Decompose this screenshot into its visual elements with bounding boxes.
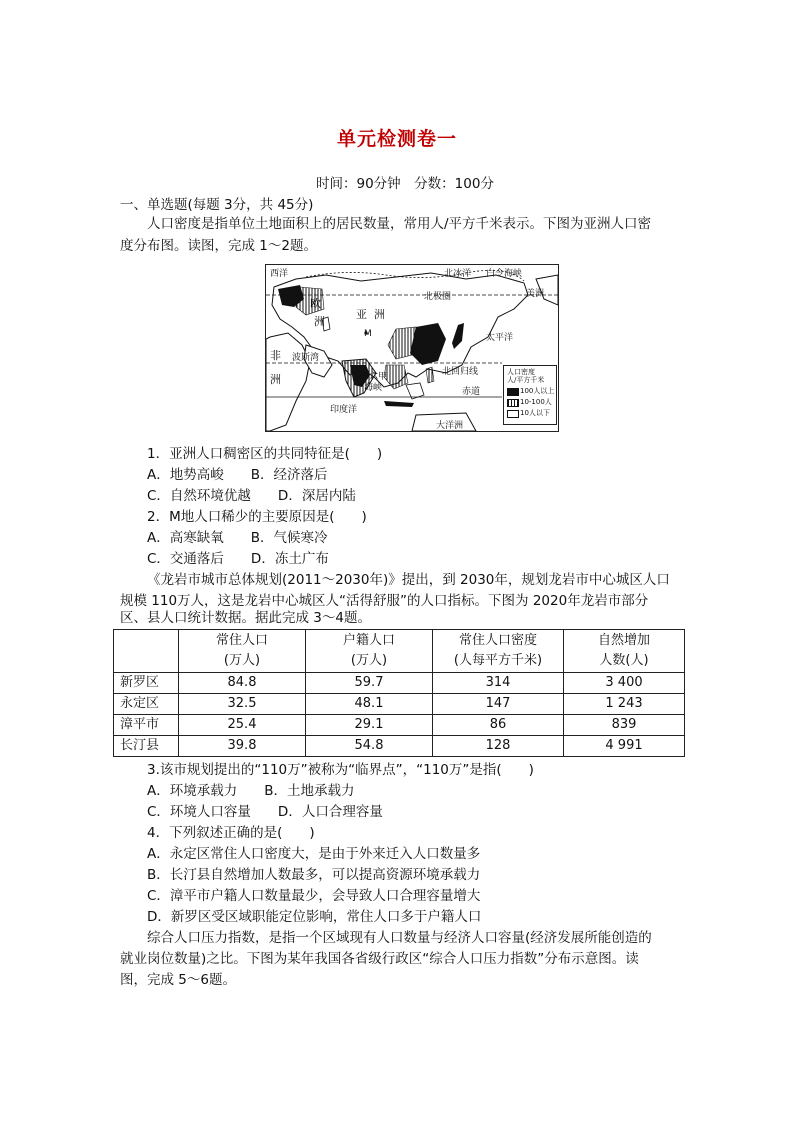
label-zhou3: 洲 xyxy=(270,373,281,386)
label-bailing: 白令海峡 xyxy=(486,269,523,279)
q1-stem: 1．亚洲人口稠密区的共同特征是( ) xyxy=(147,446,383,462)
label-beihuiguixian: 北回归线 xyxy=(442,367,479,377)
q3-options-ab: A．环境承载力 B．土地承载力 xyxy=(147,783,355,799)
table-cell: 128 xyxy=(433,736,564,757)
table-cell: 25.4 xyxy=(179,715,306,736)
q4-stem: 4．下列叙述正确的是( ) xyxy=(147,825,315,841)
q4-option-c: C．漳平市户籍人口数量最少，会导致人口合理容量增大 xyxy=(147,888,481,904)
table-header-cell xyxy=(306,630,433,673)
population-table xyxy=(113,629,685,757)
intro3-line3: 图，完成 5～6题。 xyxy=(120,972,236,988)
table-header-cell xyxy=(179,630,306,673)
table-cell: 1 243 xyxy=(564,694,685,715)
label-xiyang: 西洋 xyxy=(270,269,289,279)
table-cell: 32.5 xyxy=(179,694,306,715)
table-cell: 147 xyxy=(433,694,564,715)
q4-option-a: A．永定区常住人口密度大，是由于外来迁入人口数量多 xyxy=(147,846,481,862)
label-ou: 欧 xyxy=(310,297,321,310)
java-dense xyxy=(384,401,414,407)
label-haixia: 海峡 xyxy=(364,383,383,393)
label-yinduyang: 印度洋 xyxy=(330,405,358,415)
intro2-line2: 规模 110万人，这是龙岩中心城区人“活得舒服”的人口指标。下图为 2020年龙岩市部分 xyxy=(120,593,649,609)
asia-population-density-map xyxy=(265,264,559,432)
header-line: 户籍人口 xyxy=(342,633,395,648)
header-line: (万人) xyxy=(223,653,261,668)
table-row xyxy=(114,673,685,694)
label-taipingyang: 太平洋 xyxy=(486,333,514,343)
label-zhou2: 洲 xyxy=(314,315,325,328)
intro3-line2: 就业岗位数量)之比。下图为某年我国各省级行政区“综合人口压力指数”分布示意图。读 xyxy=(120,951,639,967)
header-line: (万人) xyxy=(350,653,388,668)
q2-options-cd: C．交通落后 D．冻土广布 xyxy=(147,551,329,567)
q1-options-cd: C．自然环境优越 D．深居内陆 xyxy=(147,488,356,504)
table-cell: 永定区 xyxy=(114,694,179,715)
q1-options-ab: A．地势高峻 B．经济落后 xyxy=(147,467,328,483)
q4-option-d: D．新罗区受区域职能定位影响，常住人口多于户籍人口 xyxy=(147,909,482,925)
legend-item2: 10-100人 xyxy=(520,398,552,406)
table-cell: 新罗区 xyxy=(114,673,179,694)
label-beibingyang: 北冰洋 xyxy=(444,269,472,279)
table-row xyxy=(114,694,685,715)
intro1-line1: 人口密度是指单位土地面积上的居民数量，常用人/平方千米表示。下图为亚洲人口密 xyxy=(147,216,652,232)
intro2-line1: 《龙岩市城市总体规划(2011～2030年)》提出，到 2030年，规划龙岩市中心城区人口 xyxy=(147,572,670,588)
label-zhou: 洲 xyxy=(374,308,385,321)
table-cell: 漳平市 xyxy=(114,715,179,736)
label-beijiquan: 北极圈 xyxy=(424,292,452,302)
intro3-line1: 综合人口压力指数，是指一个区域现有人口数量与经济人口容量(经济发展所能创造的 xyxy=(147,930,652,946)
label-meizhou: 美洲 xyxy=(526,289,545,299)
header-line: 常住人口 xyxy=(215,633,268,648)
label-malujia: 马六甲 xyxy=(360,372,388,382)
label-m: M xyxy=(364,329,372,339)
table-cell: 39.8 xyxy=(179,736,306,757)
legend-swatch-mid xyxy=(507,399,519,407)
legend-item3: 10人以下 xyxy=(520,409,550,417)
label-ya: 亚 xyxy=(356,308,367,321)
intro2-line3: 区、县人口统计数据。据此完成 3～4题。 xyxy=(120,610,371,626)
table-cell: 86 xyxy=(433,715,564,736)
header-line: 常住人口密度 xyxy=(458,633,537,648)
table-cell: 长汀县 xyxy=(114,736,179,757)
header-line: 自然增加 xyxy=(597,633,650,648)
q4-option-b: B．长汀县自然增加人数最多，可以提高资源环境承载力 xyxy=(147,867,481,883)
exam-info: 时间：90分钟 分数：100分 xyxy=(316,176,494,192)
label-dayang: 大洋洲 xyxy=(436,421,464,431)
legend-swatch-low xyxy=(507,410,519,418)
table-cell: 3 400 xyxy=(564,673,685,694)
table-row xyxy=(114,715,685,736)
label-chidao: 赤道 xyxy=(462,387,481,397)
table-header-row xyxy=(114,630,685,673)
legend-swatch-high xyxy=(507,388,519,396)
q2-options-ab: A．高寒缺氧 B．气候寒冷 xyxy=(147,530,328,546)
table-cell: 59.7 xyxy=(306,673,433,694)
table-header-cell xyxy=(433,630,564,673)
q2-stem: 2．M地人口稀少的主要原因是( ) xyxy=(147,509,367,525)
label-fei: 非 xyxy=(270,349,281,362)
table-cell: 4 991 xyxy=(564,736,685,757)
header-line: 人数(人) xyxy=(599,653,649,668)
table-header-cell xyxy=(564,630,685,673)
map-legend xyxy=(503,365,557,425)
header-line: (人每平方千米) xyxy=(453,653,543,668)
label-bosi: 波斯湾 xyxy=(292,353,320,363)
table-cell: 314 xyxy=(433,673,564,694)
legend-title1: 人口密度 xyxy=(507,368,535,376)
table-cell: 29.1 xyxy=(306,715,433,736)
table-row xyxy=(114,736,685,757)
table-cell: 54.8 xyxy=(306,736,433,757)
table-cell: 48.1 xyxy=(306,694,433,715)
q3-stem: 3.该市规划提出的“110万”被称为“临界点”，“110万”是指( ) xyxy=(147,762,534,778)
table-header-cell xyxy=(114,630,179,673)
table-cell: 839 xyxy=(564,715,685,736)
section-heading: 一、单选题(每题 3分，共 45分) xyxy=(120,197,314,213)
intro1-line2: 度分布图。读图，完成 1～2题。 xyxy=(120,238,317,254)
legend-item1: 100人以上 xyxy=(520,387,555,395)
table-cell: 84.8 xyxy=(179,673,306,694)
legend-title2: 人/平方千米 xyxy=(507,376,545,384)
q3-options-cd: C．环境人口容量 D．人口合理容量 xyxy=(147,804,383,820)
page-title: 单元检测卷一 xyxy=(336,128,457,150)
